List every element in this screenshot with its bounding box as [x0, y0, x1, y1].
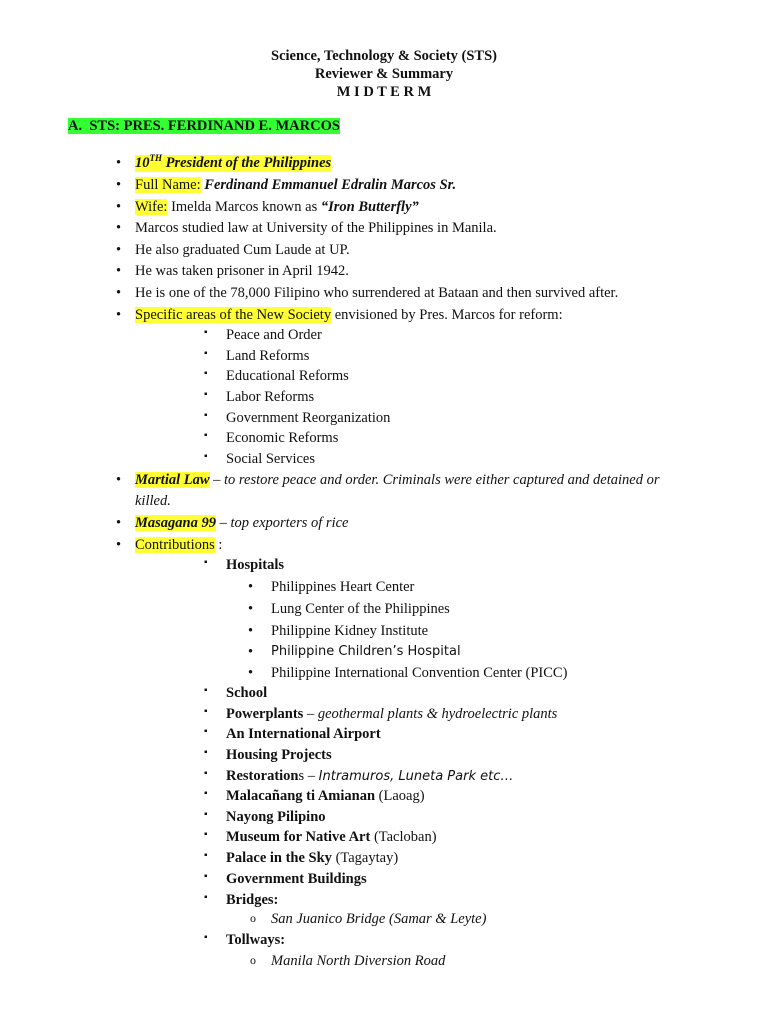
section-title: STS: PRES. FERDINAND E. MARCOS [89, 118, 340, 134]
bullet-martial-law-cont: killed. [135, 493, 171, 509]
doc-term: M I D T E R M [336, 84, 432, 100]
section-letter: A. [68, 118, 83, 134]
doc-subtitle: Reviewer & Summary [314, 66, 454, 82]
doc-title: Science, Technology & Society (STS) [271, 48, 497, 64]
section-heading [68, 118, 340, 135]
